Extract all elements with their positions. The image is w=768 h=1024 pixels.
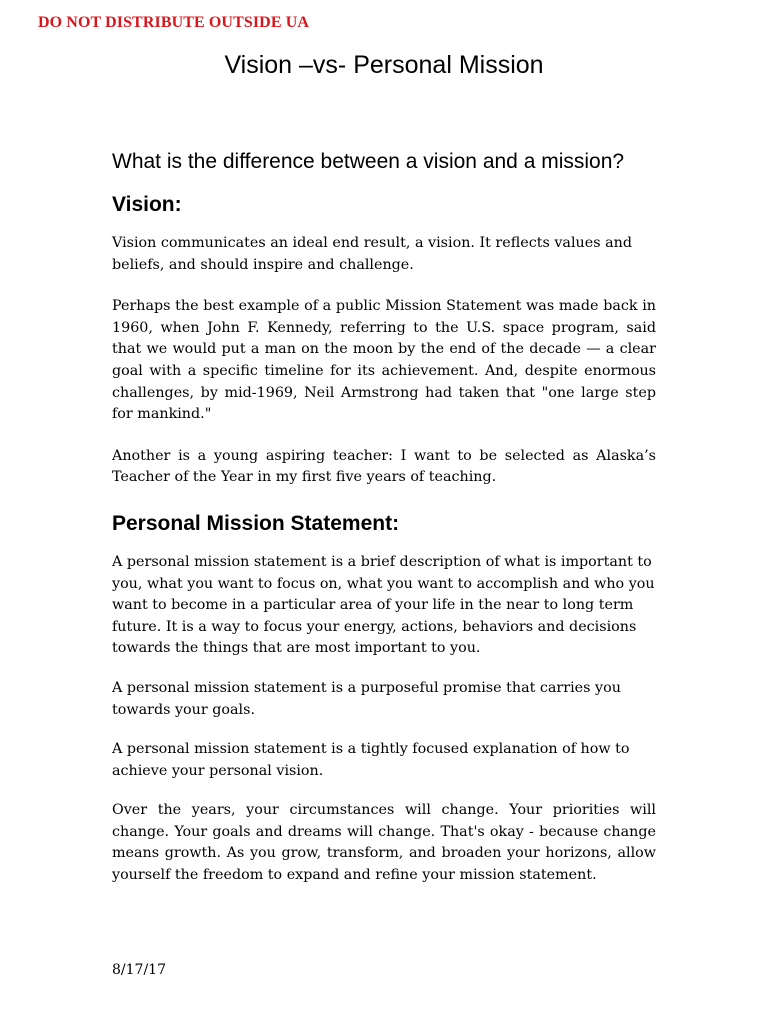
vision-paragraph-teacher-example: Another is a young aspiring teacher: I want to be selected as Alaska’s Teacher of the Year in my first five years of teaching.: [112, 447, 656, 486]
vision-paragraph-definition: Vision communicates an ideal end result, a vision. It reflects values and beliefs, and should inspire and challenge.: [112, 235, 632, 273]
mission-paragraph-promise: A personal mission statement is a purposeful promise that carries you towards your goals.: [112, 679, 621, 718]
footer-date: 8/17/17: [112, 962, 166, 978]
confidential-notice: DO NOT DISTRIBUTE OUTSIDE UA: [38, 14, 310, 31]
mission-heading: Personal Mission Statement:: [112, 511, 400, 535]
vision-paragraph-kennedy-example: Perhaps the best example of a public Mission Statement was made back in 1960, when John F. Kennedy, referring to the U.S. space program, said that we would put a man on the moon by the end of the decade — a clear goal with a specific timeline for its achievement. And, despite enormous challenges, by mid-1969, Neil Armstrong had taken that "one large step for mankind.": [112, 298, 656, 423]
vision-heading: Vision:: [112, 193, 182, 216]
page-title: Vision –vs- Personal Mission: [224, 51, 544, 79]
document-body: [112, 148, 656, 907]
intro-question: What is the difference between a vision and a mission?: [112, 150, 625, 173]
mission-paragraph-definition: A personal mission statement is a brief description of what is important to you, what you want to focus on, what you want to accomplish and who you want to become in a particular area of your life in the near to long term future. It is a way to focus your energy, actions, behaviors and decisions towards the things that are most important to you.: [112, 553, 655, 657]
mission-paragraph-explanation: A personal mission statement is a tightly focused explanation of how to achieve your personal vision.: [112, 741, 630, 779]
mission-paragraph-change: Over the years, your circumstances will change. Your priorities will change. Your goals and dreams will change. That's okay - because change means growth. As you grow, transform, and broaden your horizons, allow yourself the freedom to expand and refine your mission statement.: [112, 802, 656, 884]
